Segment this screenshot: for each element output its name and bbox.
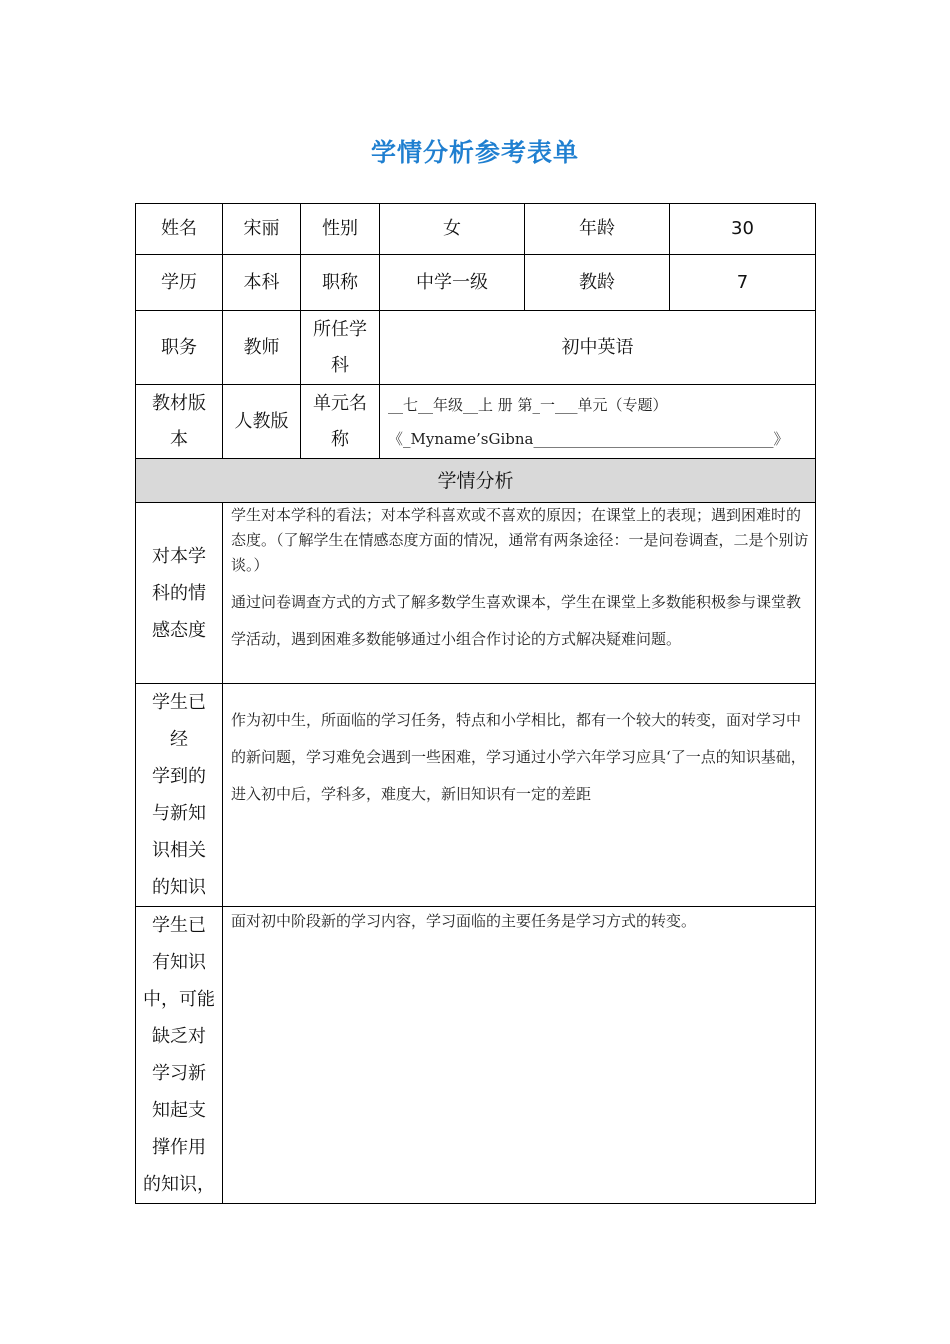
table-row	[136, 684, 816, 907]
row-label-line: 识相关	[152, 840, 206, 861]
age-value: 30	[670, 204, 816, 255]
subject-label-line: 科	[331, 354, 349, 376]
textbook-label-line: 本	[170, 428, 188, 450]
gender-label: 性别	[301, 204, 380, 255]
subject-value: 初中英语	[380, 311, 816, 385]
content-paragraph: 面对初中阶段新的学习内容，学习面临的主要任务是学习方式的转变。	[231, 912, 697, 930]
unit-label-line: 称	[331, 428, 349, 450]
name-label: 姓名	[136, 204, 223, 255]
row-label-line: 感态度	[152, 619, 206, 641]
row-label-line: 与新知	[152, 803, 206, 824]
row-label-line: 学习新	[152, 1063, 206, 1084]
age-label: 年龄	[525, 204, 670, 255]
row-label-line: 学到的	[152, 766, 206, 787]
content-paragraph: 学生对本学科的看法；对本学科喜欢或不喜欢的原因；在课堂上的表现；遇到困难时的态度。（了解学生在情感态度方面的情况，通常有两条途径：一是问卷调查，二是个别访谈。）	[231, 506, 809, 574]
rank-label: 职称	[301, 255, 380, 311]
row-label-line: 撑作用	[152, 1137, 206, 1158]
row-content	[223, 684, 816, 907]
content-paragraph: 通过问卷调查方式的方式了解多数学生喜欢课本，学生在课堂上多数能积极参与课堂教学活动，遇到困难多数能够通过小组合作讨论的方式解决疑难问题。	[231, 593, 802, 648]
row-label	[136, 684, 223, 907]
section-header: 学情分析	[136, 459, 816, 503]
row-label-line: 经	[170, 729, 188, 750]
table-row	[136, 459, 816, 503]
table-row	[136, 204, 816, 255]
position-label: 职务	[136, 311, 223, 385]
years-label: 教龄	[525, 255, 670, 311]
subject-label-line: 所任学	[313, 318, 367, 340]
name-value: 宋丽	[223, 204, 301, 255]
table-row	[136, 311, 816, 385]
teacher-info-table	[135, 203, 816, 1204]
position-value: 教师	[223, 311, 301, 385]
row-label-line: 对本学	[152, 545, 206, 567]
row-label	[136, 907, 223, 1204]
table-row	[136, 503, 816, 684]
unit-label-line: 单元名	[313, 392, 367, 414]
row-label-line: 学生已	[152, 692, 206, 713]
row-label-line: 有知识	[152, 952, 206, 973]
page-title: 学情分析参考表单	[370, 138, 579, 167]
unit-value	[380, 385, 816, 459]
row-label-line: 的知识，	[143, 1174, 215, 1195]
textbook-value: 人教版	[223, 385, 301, 459]
row-content	[223, 503, 816, 684]
content-paragraph: 作为初中生，所面临的学习任务，特点和小学相比，都有一个较大的转变，面对学习中的新问题，学习难免会遇到一些困难，学习通过小学六年学习应具‘了一点的知识基础，进入初中后，学科多，难度大，新旧知识有一定的差距	[231, 711, 806, 803]
row-content	[223, 907, 816, 1204]
textbook-label	[136, 385, 223, 459]
unit-value-line: 《_Myname’sGibna________________________________》	[388, 429, 789, 448]
row-label-line: 学生已	[152, 915, 206, 936]
table-row	[136, 385, 816, 459]
gender-value: 女	[380, 204, 525, 255]
rank-value: 中学一级	[380, 255, 525, 311]
table-row	[136, 255, 816, 311]
years-value: 7	[670, 255, 816, 311]
row-label-line: 缺乏对	[152, 1026, 206, 1047]
row-label-line: 中，可能	[143, 989, 215, 1010]
education-label: 学历	[136, 255, 223, 311]
education-value: 本科	[223, 255, 301, 311]
row-label-line: 知起支	[152, 1100, 206, 1121]
unit-label	[301, 385, 380, 459]
textbook-label-line: 教材版	[152, 392, 206, 414]
row-label	[136, 503, 223, 684]
unit-value-line: __七__年级__上 册 第_一___单元（专题）	[388, 395, 668, 414]
table-row	[136, 907, 816, 1204]
row-label-line: 的知识	[152, 877, 206, 898]
subject-label	[301, 311, 380, 385]
row-label-line: 科的情	[152, 582, 206, 604]
